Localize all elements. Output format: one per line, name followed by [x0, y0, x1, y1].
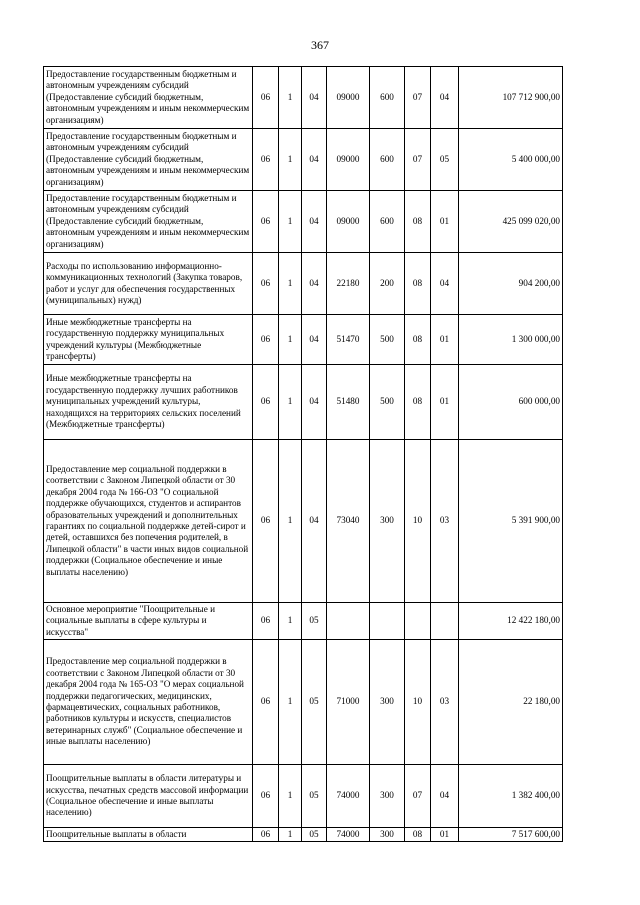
- code-2: 1: [279, 440, 302, 603]
- target-code: 51470: [327, 315, 370, 365]
- target-code: 73040: [327, 440, 370, 603]
- code-1: 06: [253, 129, 279, 191]
- table-row: [44, 640, 563, 765]
- code-2: 1: [279, 365, 302, 440]
- target-code: 74000: [327, 828, 370, 842]
- amount: 7 517 600,00: [459, 828, 563, 842]
- row-name: Предоставление мер социальной поддержки в соответствии с Законом Липецкой области от 30 декабря 2004 года № 165-ОЗ "О мерах социальной поддержки педагогических, медицинских, фармацевтических, социальных работников, работников культуры и искусств, специалистов ветеринарных служб" (Социальное обеспечение и иные выплаты населению): [44, 640, 253, 765]
- row-name: Основное мероприятие "Поощрительные и социальные выплаты в сфере культуры и искусства": [44, 603, 253, 640]
- amount: 425 099 020,00: [459, 191, 563, 253]
- code-1: 06: [253, 603, 279, 640]
- target-code: 09000: [327, 191, 370, 253]
- subsection: [431, 603, 459, 640]
- code-2: 1: [279, 191, 302, 253]
- code-3: 05: [302, 603, 327, 640]
- expense-type: [370, 603, 405, 640]
- target-code: 09000: [327, 67, 370, 129]
- expense-type: 500: [370, 315, 405, 365]
- table-row: [44, 365, 563, 440]
- section: 08: [405, 253, 431, 315]
- target-code: 09000: [327, 129, 370, 191]
- amount: 5 400 000,00: [459, 129, 563, 191]
- code-1: 06: [253, 365, 279, 440]
- section: [405, 603, 431, 640]
- amount: 1 300 000,00: [459, 315, 563, 365]
- target-code: 51480: [327, 365, 370, 440]
- code-2: 1: [279, 67, 302, 129]
- target-code: 22180: [327, 253, 370, 315]
- target-code: [327, 603, 370, 640]
- expense-type: 200: [370, 253, 405, 315]
- amount: 107 712 900,00: [459, 67, 563, 129]
- subsection: 03: [431, 440, 459, 603]
- code-3: 05: [302, 828, 327, 842]
- code-2: 1: [279, 765, 302, 828]
- code-1: 06: [253, 315, 279, 365]
- code-2: 1: [279, 828, 302, 842]
- table-body: [44, 67, 563, 842]
- expense-type: 300: [370, 765, 405, 828]
- code-3: 04: [302, 315, 327, 365]
- amount: 22 180,00: [459, 640, 563, 765]
- row-name: Иные межбюджетные трансферты на государственную поддержку муниципальных учреждений культуры (Межбюджетные трансферты): [44, 315, 253, 365]
- amount: 600 000,00: [459, 365, 563, 440]
- code-3: 04: [302, 191, 327, 253]
- code-1: 06: [253, 765, 279, 828]
- table-row: [44, 67, 563, 129]
- table-row: [44, 828, 563, 842]
- code-2: 1: [279, 315, 302, 365]
- table-row: [44, 191, 563, 253]
- expense-type: 300: [370, 828, 405, 842]
- subsection: 01: [431, 191, 459, 253]
- row-name: Расходы по использованию информационно-коммуникационных технологий (Закупка товаров, работ и услуг для обеспечения государственных (муниципальных) нужд): [44, 253, 253, 315]
- code-3: 05: [302, 765, 327, 828]
- section: 07: [405, 765, 431, 828]
- row-name: Иные межбюджетные трансферты на государственную поддержку лучших работников муниципальных учреждений культуры, находящихся на территориях сельских поселений (Межбюджетные трансферты): [44, 365, 253, 440]
- amount: 904 200,00: [459, 253, 563, 315]
- expense-type: 500: [370, 365, 405, 440]
- expense-type: 600: [370, 129, 405, 191]
- code-2: 1: [279, 603, 302, 640]
- table-row: [44, 440, 563, 603]
- subsection: 04: [431, 765, 459, 828]
- expense-type: 300: [370, 440, 405, 603]
- subsection: 05: [431, 129, 459, 191]
- table-row: [44, 129, 563, 191]
- code-1: 06: [253, 640, 279, 765]
- subsection: 04: [431, 253, 459, 315]
- code-2: 1: [279, 129, 302, 191]
- code-1: 06: [253, 67, 279, 129]
- target-code: 74000: [327, 765, 370, 828]
- section: 08: [405, 828, 431, 842]
- code-1: 06: [253, 440, 279, 603]
- code-1: 06: [253, 253, 279, 315]
- row-name: Поощрительные выплаты в области литературы и искусства, печатных средств массовой информации (Социальное обеспечение и иные выплаты населению): [44, 765, 253, 828]
- section: 08: [405, 365, 431, 440]
- table-row: [44, 765, 563, 828]
- code-3: 04: [302, 440, 327, 603]
- row-name: Предоставление государственным бюджетным и автономным учреждениям субсидий (Предоставление субсидий бюджетным, автономным учреждениям и иным некоммерческим организациям): [44, 129, 253, 191]
- section: 07: [405, 129, 431, 191]
- row-name: Поощрительные выплаты в области: [44, 828, 253, 842]
- subsection: 01: [431, 365, 459, 440]
- table-row: [44, 253, 563, 315]
- section: 08: [405, 315, 431, 365]
- page-number: 367: [311, 38, 329, 52]
- code-1: 06: [253, 191, 279, 253]
- section: 10: [405, 640, 431, 765]
- row-name: Предоставление мер социальной поддержки в соответствии с Законом Липецкой области от 30 декабря 2004 года № 166-ОЗ "О социальной поддержке обучающихся, студентов и аспирантов образовательных учреждений и дополнительных гарантиях по социальной поддержке детей-сирот и детей, оставшихся без попечения родителей, в Липецкой области" в части иных видов социальной поддержки (Социальное обеспечение и иные выплаты населению): [44, 440, 253, 603]
- code-3: 04: [302, 129, 327, 191]
- budget-table: [43, 66, 563, 842]
- subsection: 03: [431, 640, 459, 765]
- section: 08: [405, 191, 431, 253]
- amount: 5 391 900,00: [459, 440, 563, 603]
- code-2: 1: [279, 253, 302, 315]
- target-code: 71000: [327, 640, 370, 765]
- table-row: [44, 603, 563, 640]
- code-3: 04: [302, 67, 327, 129]
- subsection: 04: [431, 67, 459, 129]
- code-3: 04: [302, 365, 327, 440]
- expense-type: 600: [370, 191, 405, 253]
- code-2: 1: [279, 640, 302, 765]
- code-1: 06: [253, 828, 279, 842]
- code-3: 05: [302, 640, 327, 765]
- row-name: Предоставление государственным бюджетным и автономным учреждениям субсидий (Предоставление субсидий бюджетным, автономным учреждениям и иным некоммерческим организациям): [44, 191, 253, 253]
- amount: 1 382 400,00: [459, 765, 563, 828]
- expense-type: 600: [370, 67, 405, 129]
- table-row: [44, 315, 563, 365]
- section: 10: [405, 440, 431, 603]
- subsection: 01: [431, 315, 459, 365]
- code-3: 04: [302, 253, 327, 315]
- amount: 12 422 180,00: [459, 603, 563, 640]
- section: 07: [405, 67, 431, 129]
- subsection: 01: [431, 828, 459, 842]
- row-name: Предоставление государственным бюджетным и автономным учреждениям субсидий (Предоставление субсидий бюджетным, автономным учреждениям и иным некоммерческим организациям): [44, 67, 253, 129]
- expense-type: 300: [370, 640, 405, 765]
